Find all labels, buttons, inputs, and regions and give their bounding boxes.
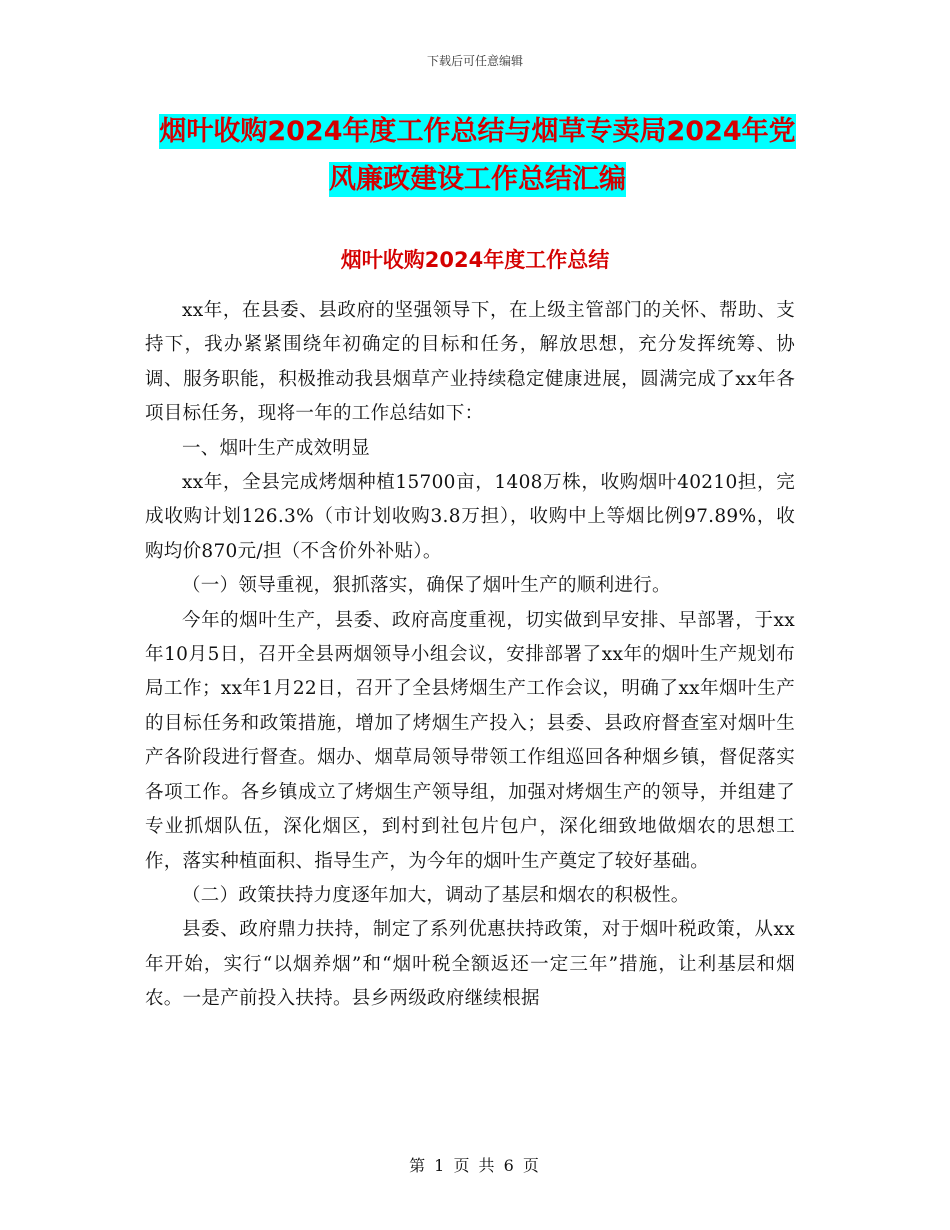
paragraph-policy: 县委、政府鼎力扶持，制定了系列优惠扶持政策，对于烟叶税政策，从xx年开始，实行“以烟养烟”和“烟叶税全额返还一定三年”措施，让利基层和烟农。一是产前投入扶持。县乡两级政府继续根据 <box>145 919 795 1010</box>
heading-part-one: 一、烟叶生产成效明显 <box>182 437 371 459</box>
document-title-line-2: 风廉政建设工作总结汇编 <box>329 164 626 195</box>
document-title-line-1: 烟叶收购2024年度工作总结与烟草专卖局2024年党 <box>159 116 796 147</box>
page-number-footer: 第 1 页 共 6 页 <box>409 1156 541 1175</box>
paragraph-leadership: 今年的烟叶生产，县委、政府高度重视，切实做到早安排、早部署，于xx年10月5日，召开全县两烟领导小组会议，安排部署了xx年的烟叶生产规划布局工作；xx年1月22日，召开了全县烤烟生产工作会议，明确了xx年烟叶生产的目标任务和政策措施，增加了烤烟生产投入；县委、县政府督查室对烟叶生产各阶段进行督查。烟办、烟草局领导带领工作组巡回各种烟乡镇，督促落实各项工作。各乡镇成立了烤烟生产领导组，加强对烤烟生产的领导，并组建了专业抓烟队伍，深化烟区，到村到社包片包户，深化细致地做烟农的思想工作，落实种植面积、指导生产，为今年的烟叶生产奠定了较好基础。 <box>145 609 795 872</box>
page-header-note: 下载后可任意编辑 <box>426 54 523 68</box>
document-title <box>145 108 810 204</box>
paragraph-intro: xx年，在县委、县政府的坚强领导下，在上级主管部门的关怀、帮助、支持下，我办紧紧围绕年初确定的目标和任务，解放思想，充分发挥统筹、协调、服务职能，积极推动我县烟草产业持续稳定健康进展，圆满完成了xx年各项目标任务，现将一年的工作总结如下： <box>145 300 795 425</box>
subheading-policy: （二）政策扶持力度逐年加大，调动了基层和烟农的积极性。 <box>182 884 690 906</box>
document-body <box>145 294 795 1017</box>
subheading-leadership: （一）领导重视，狠抓落实，确保了烟叶生产的顺利进行。 <box>182 575 671 597</box>
section-title: 烟叶收购2024年度工作总结 <box>340 248 610 272</box>
paragraph-production-stats: xx年，全县完成烤烟种植15700亩，1408万株，收购烟叶40210担，完成收购计划126.3%（市计划收购3.8万担），收购中上等烟比例97.89%，收购均价870元/担（不含价外补贴）。 <box>145 472 795 562</box>
